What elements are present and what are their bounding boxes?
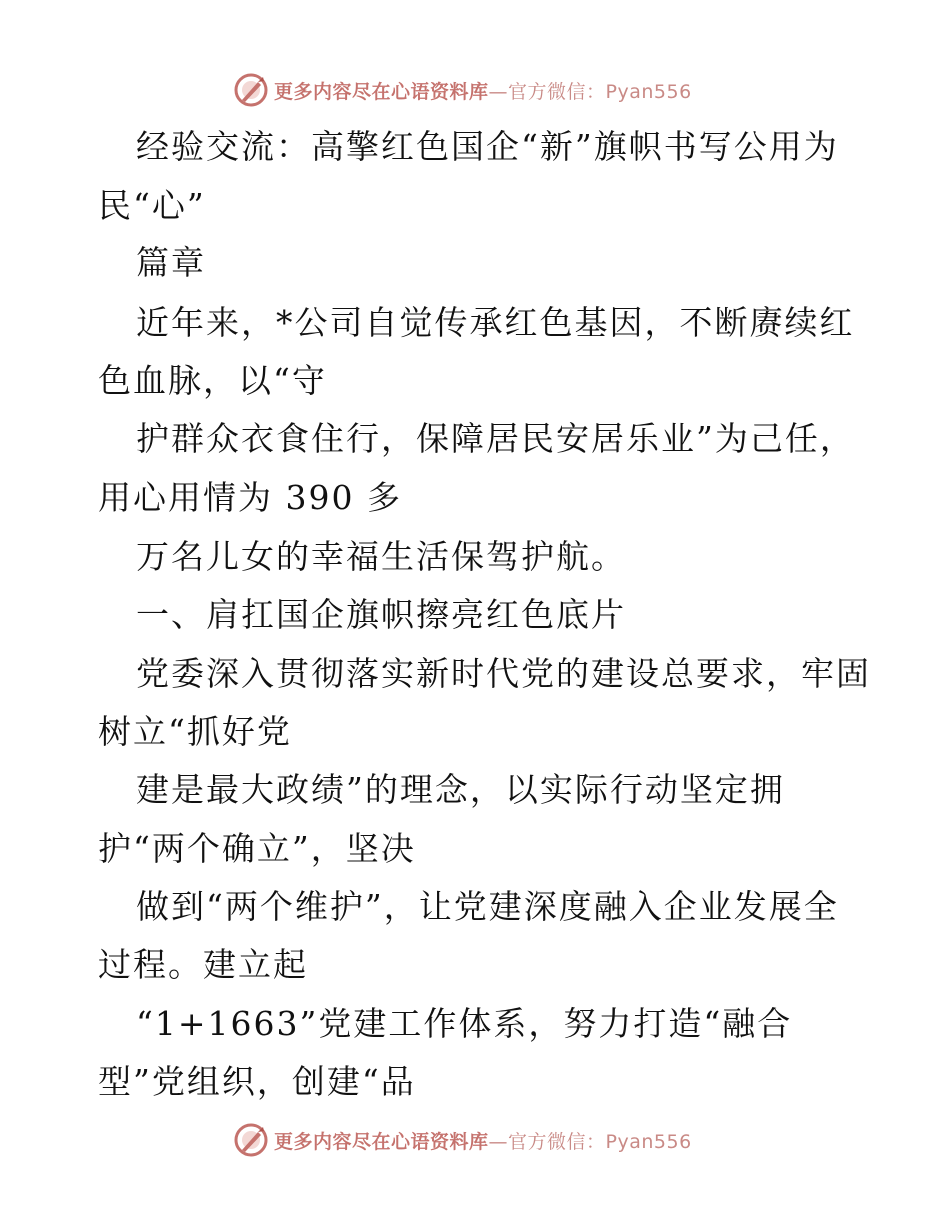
watermark-wechat-id: Pyan556: [605, 80, 692, 103]
document-title-line-2: 民“心”: [98, 186, 206, 225]
document-title-line-3: 篇章: [136, 243, 206, 282]
paragraph-line: 做到“两个维护”，让党建深度融入企业发展全: [136, 887, 839, 926]
document-title-line-1: 经验交流：高擎红色国企“新”旗帜书写公用为: [136, 127, 839, 166]
watermark-brand: 更多内容尽在心语资料库: [274, 80, 489, 103]
paragraph-line: 护群众衣食住行，保障居民安居乐业”为己任，: [136, 419, 855, 458]
watermark-text: [274, 77, 692, 104]
paragraph-line: 护“两个确立”，坚决: [98, 829, 416, 868]
watermark-wechat-label: 官方微信：: [508, 80, 606, 103]
header-watermark: [234, 72, 692, 108]
watermark-separator: —: [488, 1130, 509, 1153]
footer-watermark: [234, 1122, 692, 1158]
paragraph-line: 用心用情为 390 多: [98, 478, 402, 517]
watermark-separator: —: [488, 80, 509, 103]
paragraph-line: 树立“抓好党: [98, 712, 292, 751]
paragraph-line: 色血脉，以“守: [98, 361, 327, 400]
paragraph-line: 型”党组织，创建“品: [98, 1062, 416, 1101]
watermark-wechat-label: 官方微信：: [508, 1130, 606, 1153]
watermark-wechat-id: Pyan556: [605, 1130, 692, 1153]
quill-logo-icon: [234, 73, 268, 107]
paragraph-line: 万名儿女的幸福生活保驾护航。: [136, 537, 626, 576]
watermark-brand: 更多内容尽在心语资料库: [274, 1130, 489, 1153]
paragraph-line: 建是最大政绩”的理念，以实际行动坚定拥: [136, 770, 785, 809]
section-heading: 一、肩扛国企旗帜擦亮红色底片: [136, 595, 626, 634]
paragraph-line: “1+1663”党建工作体系，努力打造“融合: [136, 1004, 793, 1043]
quill-logo-icon: [234, 1123, 268, 1157]
watermark-text: [274, 1127, 692, 1154]
paragraph-line: 过程。建立起: [98, 945, 308, 984]
paragraph-line: 党委深入贯彻落实新时代党的建设总要求，牢固: [136, 654, 871, 693]
paragraph-line: 近年来，*公司自觉传承红色基因，不断赓续红: [136, 303, 855, 342]
